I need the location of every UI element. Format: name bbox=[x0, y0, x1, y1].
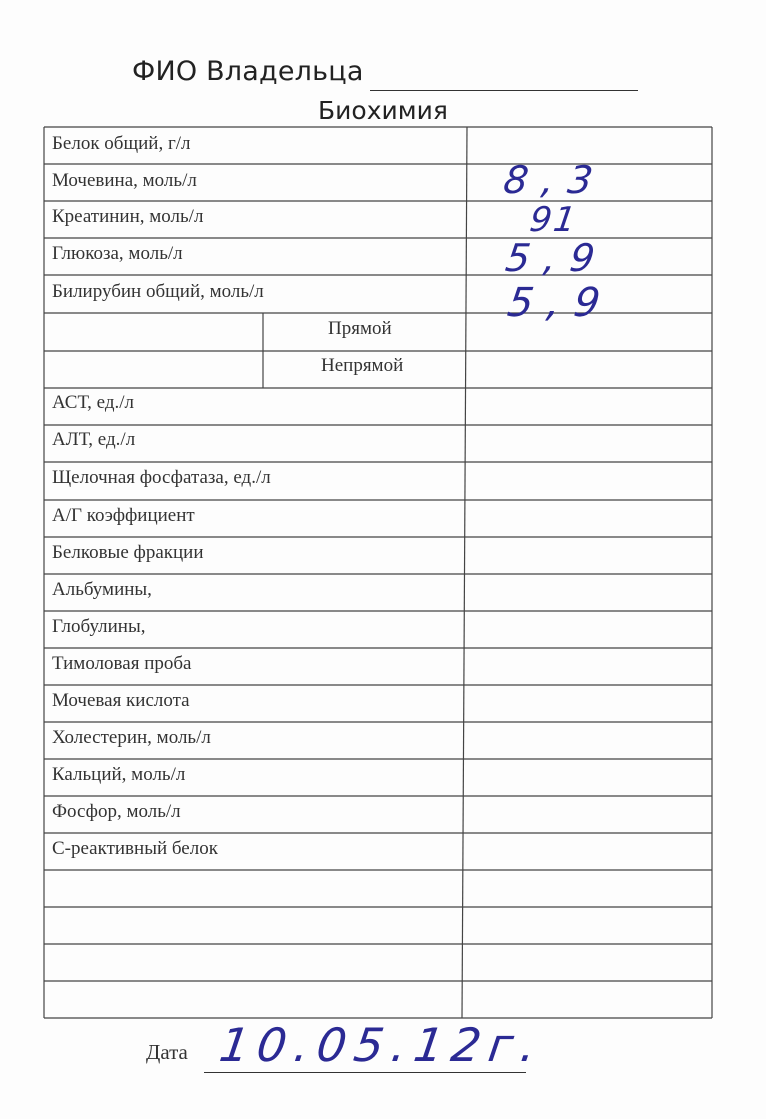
value-glucose: 5,9 bbox=[502, 236, 612, 280]
row-label-thymol-test: Тимоловая проба bbox=[52, 653, 192, 674]
row-label-creatinine: Креатинин, моль/л bbox=[52, 206, 204, 227]
value-creatinine: 91 bbox=[527, 200, 581, 240]
row-label-phosphorus: Фосфор, моль/л bbox=[52, 801, 181, 822]
page-title: Биохимия bbox=[318, 96, 448, 125]
row-label-c-reactive-protein: С-реактивный белок bbox=[52, 838, 218, 859]
row-label-globulins: Глобулины, bbox=[52, 616, 146, 637]
row-label-albumins: Альбумины, bbox=[52, 579, 152, 600]
value-bilirubin-total: 5,9 bbox=[504, 280, 617, 326]
date-value: 10.05.12г. bbox=[216, 1018, 548, 1072]
owner-name-label: ФИО Владельца bbox=[132, 56, 364, 87]
row-label-alt: АЛТ, ед./л bbox=[52, 429, 136, 450]
value-urea: 8,3 bbox=[500, 158, 610, 202]
row-label-uric-acid: Мочевая кислота bbox=[52, 690, 190, 711]
row-label-calcium: Кальций, моль/л bbox=[52, 764, 186, 785]
row-label-alkaline-phosphatase: Щелочная фосфатаза, ед./л bbox=[52, 467, 271, 488]
row-label-glucose: Глюкоза, моль/л bbox=[52, 243, 183, 264]
row-label-protein-fractions: Белковые фракции bbox=[52, 542, 204, 563]
row-label-cholesterol: Холестерин, моль/л bbox=[52, 727, 211, 748]
value-column-divider bbox=[462, 127, 467, 1018]
date-label: Дата bbox=[146, 1040, 188, 1064]
row-label-bilirubin-direct: Прямой bbox=[328, 318, 392, 339]
row-label-total-protein: Белок общий, г/л bbox=[52, 133, 191, 154]
row-label-bilirubin-indirect: Непрямой bbox=[321, 355, 404, 376]
row-label-ag-ratio: А/Г коэффициент bbox=[52, 505, 195, 526]
date-field[interactable] bbox=[204, 1072, 526, 1073]
row-label-bilirubin-total: Билирубин общий, моль/л bbox=[52, 281, 264, 302]
row-label-ast: АСТ, ед./л bbox=[52, 392, 135, 413]
row-label-urea: Мочевина, моль/л bbox=[52, 170, 197, 191]
